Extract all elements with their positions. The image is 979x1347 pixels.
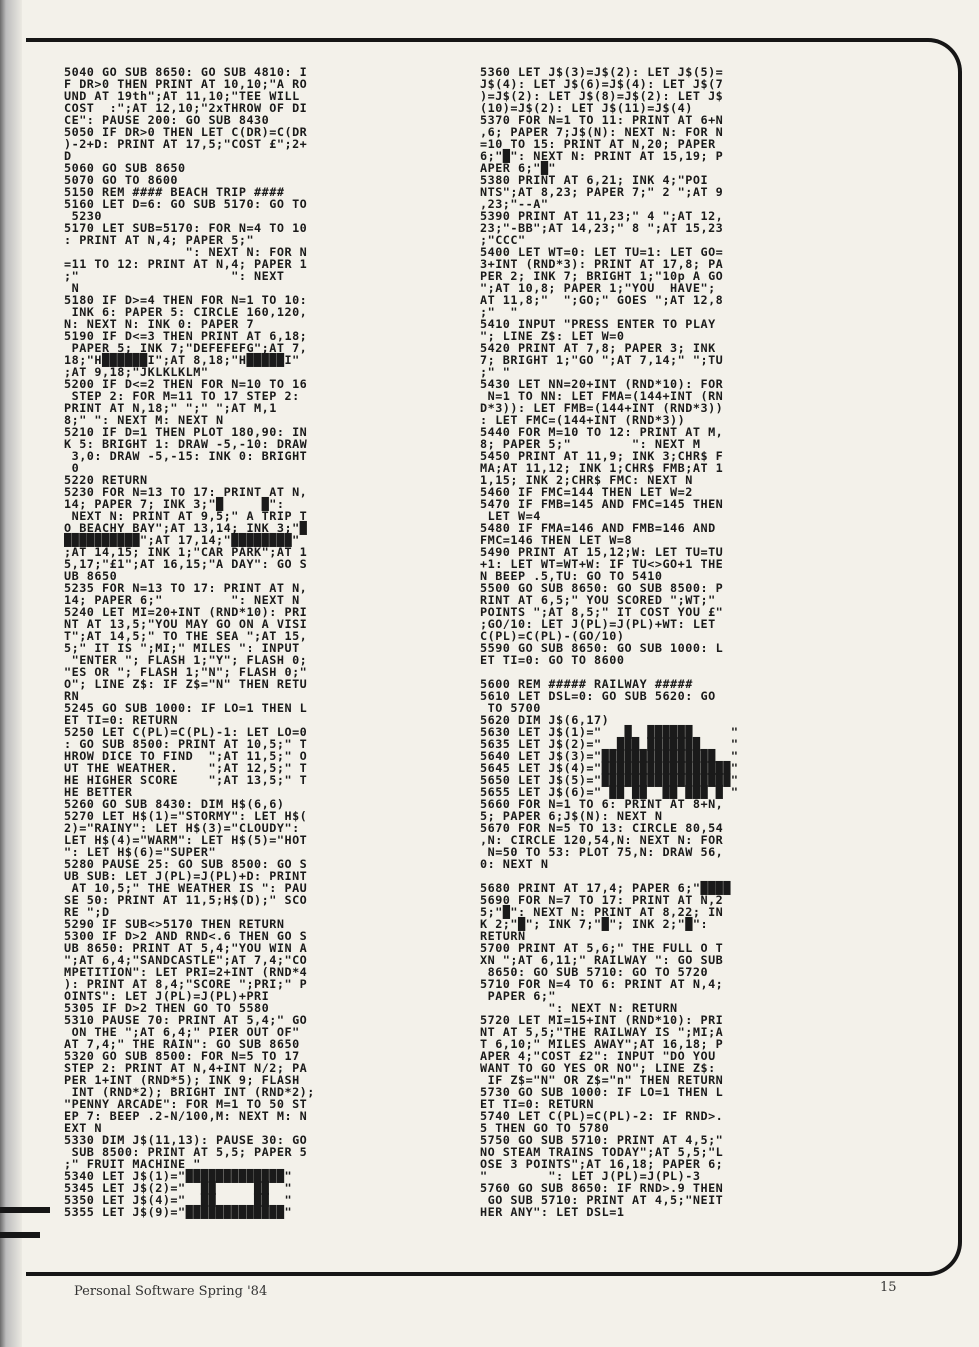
publication-footer: Personal Software Spring '84 [74,1284,268,1299]
code-line: N [64,281,80,295]
page-number: 15 [880,1280,897,1295]
code-line: O"; LINE Z$: IF Z$="N" THEN RETU [64,677,308,691]
code-line: PER 1+INT (RND*5); INK 9; FLASH [64,1073,300,1087]
code-line: ";AT 6,4;"SANDCASTLE";AT 7,4;"CO [64,953,308,967]
code-line: ;AT 9,18;"JKLKLKLM" [64,365,209,379]
code-line: ██████████";AT 17,14;"████████" [64,533,300,547]
code-line: 5190 IF D<=3 THEN PRINT AT 6,18; [64,329,308,343]
code-line: 5620 DIM J$(6,17) [480,713,610,727]
code-line: 5220 RETURN [64,473,148,487]
code-line: ";AT 10,8; PAPER 1;"YOU HAVE"; [480,281,716,295]
code-line: 5645 LET J$(4)="█████████████████" [480,761,739,775]
code-line: RINT AT 6,5;" YOU SCORED ";WT;" [480,593,716,607]
code-line: ,6; PAPER 7;J$(N): NEXT N: FOR N [480,125,724,139]
code-line: CE": PAUSE 200: GO SUB 8430 [64,113,270,127]
code-line: 8;" ": NEXT M: NEXT N [64,413,224,427]
code-line: 3,0: DRAW -5,-15: INK 0: BRIGHT [64,449,308,463]
code-line: NEXT N: PRINT AT 9,5;" A TRIP T [64,509,308,523]
code-line: "ENTER "; FLASH 1;"Y"; FLASH 0; [64,653,308,667]
code-line: PAPER 5; INK 7;"DEFEFEFG";AT 7, [64,341,308,355]
code-line: 5400 LET WT=0: LET TU=1: LET GO= [480,245,724,259]
code-line: HE BETTER [64,785,133,799]
listing-column-right [480,66,884,1266]
code-line: 3+INT (RND*3): PRINT AT 17,8; PA [480,257,724,271]
code-line: PRINT AT N,18;" ";" ";AT M,1 [64,401,277,415]
code-line: 5700 PRINT AT 5,6;" THE FULL O T [480,941,724,955]
code-line: OINTS": LET J(PL)=J(PL)+PRI [64,989,270,1003]
code-line: 7; BRIGHT 1;"GO ";AT 7,14;" ";TU [480,353,724,367]
code-line: 5150 REM #### BEACH TRIP #### [64,185,285,199]
code-line: NT AT 13,5;"YOU MAY GO ON A VISI [64,617,308,631]
code-line: 5180 IF D>=4 THEN FOR N=1 TO 10: [64,293,308,307]
code-line: K 2;"█"; INK 7;"█"; INK 2;"█": [480,917,709,931]
code-line: 5470 IF FMB=145 AND FMC=145 THEN [480,497,724,511]
code-line: 5;" IT IS ";MI;" MILES ": INPUT [64,641,300,655]
code-line: 6;"█": NEXT N: PRINT AT 15,19; P [480,149,724,163]
code-line: "PENNY ARCADE": FOR M=1 TO 50 ST [64,1097,308,1111]
code-line: RE ";D [64,905,110,919]
code-line: 5440 FOR M=10 TO 12: PRINT AT M, [480,425,724,439]
code-line: ,N: CIRCLE 120,54,N: NEXT N: FOR [480,833,724,847]
code-line: UT THE WEATHER. ";AT 12,5;" T [64,761,308,775]
code-line: : GO SUB 8500: PRINT AT 10,5;" T [64,737,308,751]
code-line: 5690 FOR N=7 TO 17: PRINT AT N,2 [480,893,724,907]
code-line: : LET FMC=(144+INT (RND*3)) [480,413,686,427]
code-line: 0 [64,461,80,475]
listing-column-left [64,66,468,1266]
code-line: COST :";AT 12,10;"2xTHROW OF DI [64,101,308,115]
code-line: 5230 FOR N=13 TO 17: PRINT AT N, [64,485,308,499]
code-line: 5160 LET D=6: GO SUB 5170: GO TO [64,197,308,211]
code-line: 5235 FOR N=13 TO 17: PRINT AT N, [64,581,308,595]
code-line: 5730 GO SUB 1000: IF LO=1 THEN L [480,1085,724,1099]
code-line: )=J$(2): LET J$(8)=J$(2): LET J$ [480,89,724,103]
code-line: ET TI=0: RETURN [64,713,179,727]
code-line: 5740 LET C(PL)=C(PL)-2: IF RND>. [480,1109,724,1123]
code-line: 5460 IF FMC=144 THEN LET W=2 [480,485,693,499]
code-line: XN ";AT 6,11;" RAILWAY ": GO SUB [480,953,724,967]
code-line: HROW DICE TO FIND ";AT 11,5;" O [64,749,308,763]
code-line: 5410 INPUT "PRESS ENTER TO PLAY [480,317,716,331]
code-line: 5305 IF D>2 THEN GO TO 5580 [64,1001,270,1015]
code-line: 0: NEXT N [480,857,549,871]
code-line: : PRINT AT N,4; PAPER 5;" [64,233,255,247]
code-line: PER 2; INK 7; BRIGHT 1;"10p A GO [480,269,724,283]
code-line: WANT TO GO YES OR NO"; LINE Z$: [480,1061,716,1075]
code-line: C(PL)=C(PL)-(GO/10) [480,629,625,643]
code-line: POINTS ";AT 8,5;" IT COST YOU £" [480,605,724,619]
code-line: 5760 GO SUB 8650: IF RND>.9 THEN [480,1181,724,1195]
code-line: ET TI=0: RETURN [480,1097,595,1111]
code-line: 5480 IF FMA=146 AND FMB=146 AND [480,521,716,535]
code-line: 5655 LET J$(6)=" ██ ██ ██ ███ █ " [480,785,739,799]
code-line: 5270 LET H$(1)="STORMY": LET H$( [64,809,308,823]
code-line: UB 8650 [64,569,118,583]
code-line: ON THE ";AT 6,4;" PIER OUT OF" [64,1025,300,1039]
code-line: 5680 PRINT AT 17,4; PAPER 6;"████ [480,881,731,895]
code-line: APER 6;"█" [480,161,557,175]
code-line: "ES OR "; FLASH 1;"N"; FLASH 0;" [64,665,308,679]
code-line: 5360 LET J$(3)=J$(2): LET J$(5)= [480,66,724,79]
code-line: TO 5700 [480,701,541,715]
code-line: UND AT 19th";AT 11,10;"TEE WILL [64,89,300,103]
code-line: 5650 LET J$(5)="█████████████████" [480,773,739,787]
code-line: 5; PAPER 6;J$(N): NEXT N [480,809,663,823]
code-line: 5490 PRINT AT 15,12;W: LET TU=TU [480,545,724,559]
code-line: 5600 REM ##### RAILWAY ##### [480,677,693,691]
code-line: NTS";AT 8,23; PAPER 7;" 2 ";AT 9 [480,185,724,199]
code-line: K 5: BRIGHT 1: DRAW -5,-10: DRAW [64,437,308,451]
code-line: 1,15; INK 2;CHR$ FMC: NEXT N [480,473,693,487]
code-line: 5170 LET SUB=5170: FOR N=4 TO 10 [64,221,308,235]
code-line: 5590 GO SUB 8650: GO SUB 1000: L [480,641,724,655]
code-line: 5310 PAUSE 70: PRINT AT 5,4;" GO [64,1013,308,1027]
code-line: 5355 LET J$(9)="█████████████" [64,1205,293,1219]
code-line: ;"CCC" [480,233,526,247]
code-line: 18;"H██████I";AT 8,18;"H█████I" [64,353,300,367]
code-line: ,23;"--A" [480,197,549,211]
code-line: 5345 LET J$(2)=" ██ ██ " [64,1181,293,1195]
code-line: ;AT 14,15; INK 1;"CAR PARK";AT 1 [64,545,308,559]
code-line: STEP 2: FOR M=11 TO 17 STEP 2: [64,389,300,403]
code-line: T 6,10;" MILES AWAY";AT 16,18; P [480,1037,724,1051]
code-line: O BEACHY BAY";AT 13,14; INK 3;"█ [64,521,308,535]
code-line: ;" FRUIT MACHINE " [64,1157,201,1171]
code-line: AT 10,5;" THE WEATHER IS ": PAU [64,881,308,895]
code-line: 5720 LET MI=15+INT (RND*10): PRI [480,1013,724,1027]
code-line: SUB 8500: PRINT AT 5,5; PAPER 5 [64,1145,308,1159]
code-line: 5370 FOR N=1 TO 11: PRINT AT 6+N [480,113,724,127]
code-line: INT (RND*2); BRIGHT INT (RND*2); [64,1085,315,1099]
code-line: 5230 [64,209,103,223]
code-line: 5320 GO SUB 8500: FOR N=5 TO 17 [64,1049,300,1063]
code-line: FMC=146 THEN LET W=8 [480,533,633,547]
code-line: D*3)): LET FMB=(144+INT (RND*3)) [480,401,724,415]
code-line: D [64,149,72,163]
code-line: ): PRINT AT 8,4;"SCORE ";PRI;" P [64,977,308,991]
code-line: F DR>0 THEN PRINT AT 10,10;"A RO [64,77,308,91]
code-line: 5280 PAUSE 25: GO SUB 8500: GO S [64,857,308,871]
code-line: =10 TO 15: PRINT AT N,20; PAPER [480,137,716,151]
code-line: UB SUB: LET J(PL)=J(PL)+D: PRINT [64,869,308,883]
code-line: AT 11,8;" ";GO;" GOES ";AT 12,8 [480,293,724,307]
code-line: 5630 LET J$(1)=" █ ██████ " [480,725,739,739]
code-line: 5250 LET C(PL)=C(PL)-1: LET LO=0 [64,725,308,739]
code-line: 5300 IF D>2 AND RND<.6 THEN GO S [64,929,308,943]
code-line: 5380 PRINT AT 6,21; INK 4;"POI [480,173,709,187]
code-line: 5260 GO SUB 8430: DIM H$(6,6) [64,797,285,811]
code-line: 5610 LET DSL=0: GO SUB 5620: GO [480,689,716,703]
code-line: 5640 LET J$(3)="███████████████ " [480,749,739,763]
code-line: HER ANY": LET DSL=1 [480,1205,625,1219]
code-line: 14; PAPER 7; INK 3;"█ █": [64,497,285,511]
code-line: ;" ": NEXT [64,269,285,283]
code-line: 5 THEN GO TO 5780 [480,1121,610,1135]
frame-tab-lower [0,1232,40,1238]
code-line: EXT N [64,1121,103,1135]
code-line: 5750 GO SUB 5710: PRINT AT 4,5;" [480,1133,724,1147]
code-line: RN [64,689,80,703]
code-line: ": LET H$(6)="SUPER" [64,845,217,859]
code-line: 5;"█": NEXT N: PRINT AT 8,22; IN [480,905,724,919]
code-line: 5340 LET J$(1)="█████████████" [64,1169,293,1183]
code-line: 5635 LET J$(2)=" ███ ███████ " [480,737,739,751]
code-line: 5060 GO SUB 8650 [64,161,186,175]
code-line: IF Z$="N" OR Z$="n" THEN RETURN [480,1073,724,1087]
code-line: 5,17;"£1";AT 16,15;"A DAY": GO S [64,557,308,571]
code-line: APER 4;"COST £2": INPUT "DO YOU [480,1049,716,1063]
code-line: SE 50: PRINT AT 11,5;H$(D);" SCO [64,893,308,907]
code-line: T";AT 14,5;" TO THE SEA ";AT 15, [64,629,308,643]
frame-tab [0,1207,50,1213]
code-line: ;GO/10: LET J(PL)=J(PL)+WT: LET [480,617,716,631]
code-line: 5070 GO TO 8600 [64,173,179,187]
code-line: ;" " [480,365,511,379]
code-line: 5200 IF D<=2 THEN FOR N=10 TO 16 [64,377,308,391]
code-line: PAPER 6;" [480,989,557,1003]
code-line: 14; PAPER 6;" ": NEXT N [64,593,300,607]
code-line: 8; PAPER 5;" ": NEXT M [480,437,701,451]
code-line: EP 7: BEEP .2-N/100,M: NEXT M: N [64,1109,308,1123]
code-line: UB 8650: PRINT AT 5,4;"YOU WIN A [64,941,308,955]
code-line: N: NEXT N: INK 0: PAPER 7 [64,317,255,331]
code-line: )-2+D: PRINT AT 17,5;"COST £";2+ [64,137,308,151]
code-line: (10)=J$(2): LET J$(11)=J$(4) [480,101,693,115]
code-line: "; LINE Z$: LET W=0 [480,329,625,343]
code-line: GO SUB 5710: PRINT AT 4,5;"NEIT [480,1193,724,1207]
code-line: 5210 IF D=1 THEN PLOT 180,90: IN [64,425,308,439]
code-line: 5500 GO SUB 8650: GO SUB 8500: P [480,581,724,595]
code-line: 23;"-BB";AT 14,23;" 8 ";AT 15,23 [480,221,724,235]
code-line: 5390 PRINT AT 11,23;" 4 ";AT 12, [480,209,724,223]
code-line: 5350 LET J$(4)=" ██ ██ " [64,1193,293,1207]
code-line: " ": LET J(PL)=J(PL)-3 [480,1169,701,1183]
code-line: N BEEP .5,TU: GO TO 5410 [480,569,663,583]
code-line: 5430 LET NN=20+INT (RND*10): FOR [480,377,724,391]
code-line: 8650: GO SUB 5710: GO TO 5720 [480,965,709,979]
code-line: 5290 IF SUB<>5170 THEN RETURN [64,917,285,931]
code-line: NO STEAM TRAINS TODAY";AT 5,5;"L [480,1145,724,1159]
code-line: RETURN [480,929,526,943]
code-line: HE HIGHER SCORE ";AT 13,5;" T [64,773,308,787]
code-line: ": NEXT N: RETURN [480,1001,678,1015]
code-line: MPETITION": LET PRI=2+INT (RND*4 [64,965,308,979]
code-line: J$(4): LET J$(6)=J$(4): LET J$(7 [480,77,724,91]
code-line: +1: LET WT=WT+W: IF TU<>GO+1 THE [480,557,724,571]
code-line: 5240 LET MI=20+INT (RND*10): PRI [64,605,308,619]
code-line: ET TI=0: GO TO 8600 [480,653,625,667]
code-line: N=50 TO 53: PLOT 75,N: DRAW 56, [480,845,724,859]
code-line: AT 7,4;" THE RAIN": GO SUB 8650 [64,1037,300,1051]
code-line: 5660 FOR N=1 TO 6: PRINT AT 8+N, [480,797,724,811]
code-line: STEP 2: PRINT AT N,4+INT N/2; PA [64,1061,308,1075]
code-line: INK 6: PAPER 5: CIRCLE 160,120, [64,305,308,319]
code-line: NT AT 5,5;"THE RAILWAY IS ";MI;A [480,1025,724,1039]
code-line: 5330 DIM J$(11,13): PAUSE 30: GO [64,1133,308,1147]
code-line: 5040 GO SUB 8650: GO SUB 4810: I [64,66,308,79]
code-line: 5710 FOR N=4 TO 6: PRINT AT N,4; [480,977,724,991]
code-line: 5450 PRINT AT 11,9; INK 3;CHR$ F [480,449,724,463]
page-binding-edge [0,0,22,1347]
code-line: 5245 GO SUB 1000: IF LO=1 THEN L [64,701,308,715]
code-line: 5670 FOR N=5 TO 13: CIRCLE 80,54 [480,821,724,835]
code-line: 5050 IF DR>0 THEN LET C(DR)=C(DR [64,125,308,139]
code-line: LET W=4 [480,509,541,523]
code-line: ": NEXT N: FOR N [64,245,308,259]
code-line: MA;AT 11,12; INK 1;CHR$ FMB;AT 1 [480,461,724,475]
code-line: =11 TO 12: PRINT AT N,4; PAPER 1 [64,257,308,271]
code-line: 2)="RAINY": LET H$(3)="CLOUDY": [64,821,300,835]
code-line: ;" " [480,305,519,319]
code-line: OSE 3 POINTS";AT 16,18; PAPER 6; [480,1157,724,1171]
code-line: LET H$(4)="WARM": LET H$(5)="HOT [64,833,308,847]
code-line: N=1 TO NN: LET FMA=(144+INT (RN [480,389,724,403]
code-line: 5420 PRINT AT 7,8; PAPER 3; INK [480,341,716,355]
